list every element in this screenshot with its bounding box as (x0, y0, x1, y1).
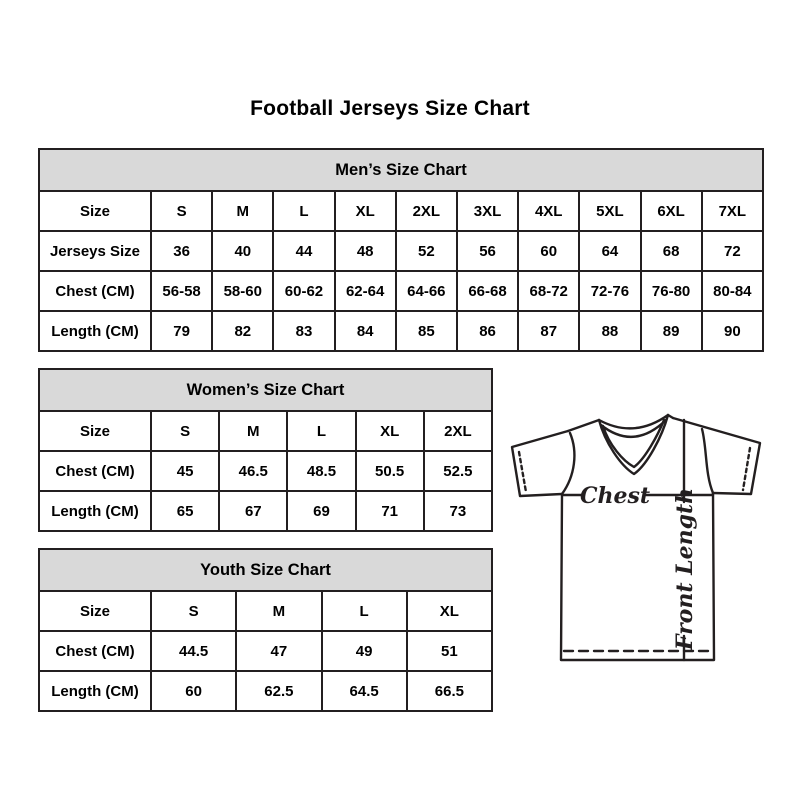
cell-value: 72-76 (579, 271, 640, 311)
cell-value: 60-62 (273, 271, 334, 311)
cell-value: M (236, 591, 321, 631)
cell-value: 64 (579, 231, 640, 271)
cell-value: 44 (273, 231, 334, 271)
cell-value: 68-72 (518, 271, 579, 311)
table-row (39, 411, 492, 451)
cell-value: M (219, 411, 287, 451)
mens-table-title: Men’s Size Chart (39, 149, 763, 191)
table-row (39, 671, 492, 711)
row-label: Length (CM) (39, 491, 151, 531)
cell-value: 80-84 (702, 271, 763, 311)
cell-value: 46.5 (219, 451, 287, 491)
cell-value: XL (407, 591, 492, 631)
jersey-left-shoulder-line (568, 420, 599, 431)
chest-measure-label: Chest (579, 483, 651, 509)
page-title: Football Jerseys Size Chart (250, 97, 530, 120)
cell-value: 60 (151, 671, 236, 711)
row-label: Chest (CM) (39, 451, 151, 491)
cell-value: 7XL (702, 191, 763, 231)
cell-value: 71 (356, 491, 424, 531)
womens-size-table (38, 368, 493, 532)
cell-value: M (212, 191, 273, 231)
table-row (39, 311, 763, 351)
cell-value: 44.5 (151, 631, 236, 671)
womens-table-title: Women’s Size Chart (39, 369, 492, 411)
table-row (39, 191, 763, 231)
cell-value: 69 (287, 491, 355, 531)
table-header-row (39, 149, 763, 191)
cell-value: 40 (212, 231, 273, 271)
table-row (39, 491, 492, 531)
cell-value: 51 (407, 631, 492, 671)
cell-value: 88 (579, 311, 640, 351)
cell-value: 72 (702, 231, 763, 271)
cell-value: 64-66 (396, 271, 457, 311)
cell-value: 67 (219, 491, 287, 531)
jersey-measurement-diagram (500, 403, 770, 673)
cell-value: S (151, 591, 236, 631)
jersey-right-cuff-dashed-line (743, 448, 750, 490)
cell-value: 73 (424, 491, 492, 531)
row-label: Chest (CM) (39, 631, 151, 671)
table-row (39, 631, 492, 671)
cell-value: 68 (641, 231, 702, 271)
cell-value: XL (335, 191, 396, 231)
cell-value: 50.5 (356, 451, 424, 491)
jersey-right-armhole-seam (702, 429, 713, 493)
cell-value: L (287, 411, 355, 451)
jersey-left-sleeve (512, 431, 568, 496)
youth-size-table (38, 548, 493, 712)
cell-value: 90 (702, 311, 763, 351)
row-label: Size (39, 411, 151, 451)
cell-value: 5XL (579, 191, 640, 231)
cell-value: 87 (518, 311, 579, 351)
row-label: Length (CM) (39, 311, 151, 351)
cell-value: 86 (457, 311, 518, 351)
table-row (39, 451, 492, 491)
table-header-row (39, 369, 492, 411)
row-label: Length (CM) (39, 671, 151, 711)
jersey-right-sleeve (673, 418, 760, 494)
cell-value: S (151, 411, 219, 451)
mens-size-table (38, 148, 764, 352)
cell-value: 6XL (641, 191, 702, 231)
cell-value: 52 (396, 231, 457, 271)
cell-value: 89 (641, 311, 702, 351)
cell-value: 83 (273, 311, 334, 351)
row-label: Chest (CM) (39, 271, 151, 311)
cell-value: 49 (322, 631, 407, 671)
cell-value: 65 (151, 491, 219, 531)
cell-value: S (151, 191, 212, 231)
cell-value: L (322, 591, 407, 631)
cell-value: 3XL (457, 191, 518, 231)
cell-value: XL (356, 411, 424, 451)
cell-value: 52.5 (424, 451, 492, 491)
table-header-row (39, 549, 492, 591)
cell-value: 66.5 (407, 671, 492, 711)
row-label: Jerseys Size (39, 231, 151, 271)
cell-value: L (273, 191, 334, 231)
cell-value: 64.5 (322, 671, 407, 711)
cell-value: 2XL (396, 191, 457, 231)
cell-value: 48 (335, 231, 396, 271)
cell-value: 60 (518, 231, 579, 271)
table-row (39, 271, 763, 311)
jersey-left-cuff-dashed-line (519, 452, 526, 492)
cell-value: 76-80 (641, 271, 702, 311)
cell-value: 84 (335, 311, 396, 351)
cell-value: 48.5 (287, 451, 355, 491)
front-length-measure-label: Front Length (672, 487, 698, 651)
jersey-left-armhole-seam (562, 433, 574, 494)
cell-value: 58-60 (212, 271, 273, 311)
cell-value: 36 (151, 231, 212, 271)
cell-value: 56-58 (151, 271, 212, 311)
cell-value: 66-68 (457, 271, 518, 311)
row-label: Size (39, 191, 151, 231)
table-row (39, 591, 492, 631)
cell-value: 45 (151, 451, 219, 491)
cell-value: 56 (457, 231, 518, 271)
cell-value: 4XL (518, 191, 579, 231)
cell-value: 62-64 (335, 271, 396, 311)
youth-table-title: Youth Size Chart (39, 549, 492, 591)
cell-value: 79 (151, 311, 212, 351)
cell-value: 82 (212, 311, 273, 351)
cell-value: 62.5 (236, 671, 321, 711)
cell-value: 2XL (424, 411, 492, 451)
row-label: Size (39, 591, 151, 631)
cell-value: 85 (396, 311, 457, 351)
cell-value: 47 (236, 631, 321, 671)
table-row (39, 231, 763, 271)
